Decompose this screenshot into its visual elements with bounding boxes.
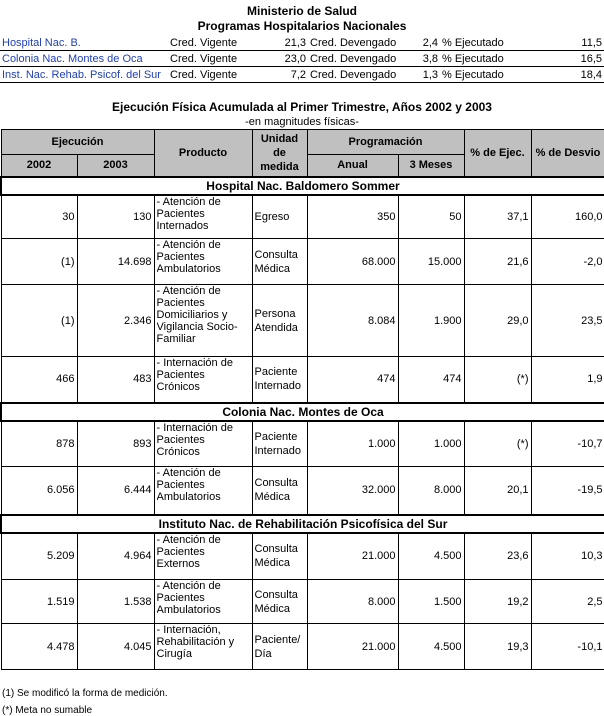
cell-2003: 2.346 [77,285,154,357]
col-anual: Anual [307,155,398,177]
summary-row [0,67,604,83]
cell-producto [154,421,252,467]
cell-2002: 878 [1,421,77,467]
section-title: Colonia Nac. Montes de Oca [1,403,604,421]
cell-2003: 4.045 [77,624,154,670]
cell-anual: 21.000 [307,533,398,580]
col-pct-ejec: % de Ejec. [464,130,531,177]
table-subtitle: -en magnitudes físicas- [245,116,359,128]
cell-anual: 350 [307,195,398,239]
cell-unidad: Persona Atendida [252,285,307,357]
cell-3-meses: 474 [398,357,464,403]
cred-devengado-value: 2,4 [422,36,438,49]
table-row [1,533,604,580]
cell-2003: 4.964 [77,533,154,580]
cell-unidad: Consulta Médica [252,580,307,624]
pct-ejecutado-label: % Ejecutado [442,68,504,81]
cred-devengado-label: Cred. Devengado [310,68,397,81]
col-2002: 2002 [1,155,77,177]
cell-2002: 5.209 [1,533,77,580]
cred-vigente-value: 23,0 [284,52,306,65]
table-row [1,239,604,285]
pct-ejecutado-value: 11,5 [581,36,602,49]
col-programacion: Programación [307,130,464,155]
cell-2002: 1.519 [1,580,77,624]
cred-vigente-value: 7,2 [290,68,306,81]
producto-text: - Internación de Pacientes Crónicos [156,421,233,458]
producto-text: - Internación, Rehabilitación y Cirugía [156,624,235,660]
cred-vigente-value: 21,3 [284,36,306,49]
col-pct-desvio: % de Desvio [531,130,604,177]
cred-vigente-label: Cred. Vigente [170,36,238,49]
ministry-title: Ministerio de Salud [246,4,357,18]
pct-ejecutado-label: % Ejecutado [442,52,504,65]
cell-pct-desvio: 23,5 [531,285,604,357]
program-title: Programas Hospitalarios Nacionales [197,19,407,33]
cell-producto [154,624,252,670]
summary-name: Hospital Nac. B. [2,36,81,49]
execution-table [0,129,604,670]
cell-pct-ejec: 19,2 [464,580,531,624]
section-title: Instituto Nac. de Rehabilitación Psicofísica del Sur [1,515,604,533]
footnote-1: (1) Se modificó la forma de medición. [2,688,168,699]
cell-2003: 483 [77,357,154,403]
cell-pct-desvio: 10,3 [531,533,604,580]
cell-3-meses: 4.500 [398,624,464,670]
cell-producto [154,580,252,624]
cell-3-meses: 1.000 [398,421,464,467]
cell-unidad: Egreso [252,195,307,239]
table-row [1,285,604,357]
producto-text: - Atención de Pacientes Internados [156,195,221,232]
cell-pct-desvio: -10,1 [531,624,604,670]
cell-pct-desvio: 160,0 [531,195,604,239]
cell-pct-ejec: 21,6 [464,239,531,285]
cell-anual: 21.000 [307,624,398,670]
cell-2002: (1) [1,285,77,357]
cell-anual: 68.000 [307,239,398,285]
cred-devengado-label: Cred. Devengado [310,36,397,49]
cell-pct-ejec: 29,0 [464,285,531,357]
summary-name: Colonia Nac. Montes de Oca [2,52,143,65]
producto-text: - Atención de Pacientes Domiciliarios y Vigilancia Socio-Familiar [156,285,238,345]
cell-unidad: Paciente Internado [252,421,307,467]
cell-unidad: Paciente/ Día [252,624,307,670]
cell-2002: 30 [1,195,77,239]
col-unidad: Unidad de medida [252,130,307,177]
cell-pct-ejec: 20,1 [464,467,531,515]
cell-producto [154,533,252,580]
table-row [1,580,604,624]
cell-unidad: Consulta Médica [252,467,307,515]
cell-anual: 1.000 [307,421,398,467]
cell-2003: 14.698 [77,239,154,285]
producto-text: - Atención de Pacientes Ambulatorios [156,580,221,616]
footnote-2: (*) Meta no sumable [2,705,93,716]
pct-ejecutado-label: % Ejecutado [442,36,504,49]
cell-unidad: Consulta Médica [252,533,307,580]
summary-name: Inst. Nac. Rehab. Psicof. del Sur [2,68,161,81]
summary-row [0,35,604,51]
cell-2002: (1) [1,239,77,285]
cell-pct-desvio: -2,0 [531,239,604,285]
cell-pct-desvio: -19,5 [531,467,604,515]
section-title: Hospital Nac. Baldomero Sommer [1,177,604,195]
col-producto: Producto [154,130,252,177]
cell-pct-desvio: 1,9 [531,357,604,403]
cell-anual: 474 [307,357,398,403]
cell-3-meses: 50 [398,195,464,239]
cell-2003: 6.444 [77,467,154,515]
col-2003: 2003 [77,155,154,177]
cred-devengado-value: 3,8 [422,52,438,65]
producto-text: - Internación de Pacientes Crónicos [156,357,233,393]
cell-2003: 893 [77,421,154,467]
cell-producto [154,467,252,515]
cell-anual: 32.000 [307,467,398,515]
cell-3-meses: 1.900 [398,285,464,357]
table-row [1,357,604,403]
cell-3-meses: 15.000 [398,239,464,285]
cell-3-meses: 8.000 [398,467,464,515]
cell-2003: 130 [77,195,154,239]
producto-text: - Atención de Pacientes Externos [156,533,221,570]
cell-pct-ejec: (*) [464,421,531,467]
cell-anual: 8.084 [307,285,398,357]
cell-pct-desvio: 2,5 [531,580,604,624]
cell-pct-ejec: 37,1 [464,195,531,239]
pct-ejecutado-value: 16,5 [580,52,602,65]
table-title: Ejecución Física Acumulada al Primer Trimestre, Años 2002 y 2003 [112,100,492,114]
cell-pct-ejec: (*) [464,357,531,403]
table-row [1,195,604,239]
cred-vigente-label: Cred. Vigente [170,52,238,65]
cell-producto [154,195,252,239]
cell-unidad: Consulta Médica [252,239,307,285]
pct-ejecutado-value: 18,4 [580,68,602,81]
summary-row [0,51,604,67]
cell-pct-ejec: 23,6 [464,533,531,580]
cell-2002: 466 [1,357,77,403]
table-row [1,421,604,467]
summary-table [0,35,604,83]
table-row [1,624,604,670]
cell-anual: 8.000 [307,580,398,624]
cell-pct-desvio: -10,7 [531,421,604,467]
cell-producto [154,285,252,357]
cell-producto [154,239,252,285]
cell-pct-ejec: 19,3 [464,624,531,670]
col-3-meses: 3 Meses [398,155,464,177]
producto-text: - Atención de Pacientes Ambulatorios [156,239,221,275]
cell-3-meses: 1.500 [398,580,464,624]
cell-2003: 1.538 [77,580,154,624]
col-ejecucion: Ejecución [1,130,154,155]
table-row [1,467,604,515]
cell-2002: 6.056 [1,467,77,515]
cred-devengado-value: 1,3 [422,68,438,81]
cred-devengado-label: Cred. Devengado [310,52,397,65]
cred-vigente-label: Cred. Vigente [170,68,238,81]
cell-3-meses: 4.500 [398,533,464,580]
cell-producto [154,357,252,403]
producto-text: - Atención de Pacientes Ambulatorios [156,467,221,503]
cell-unidad: Paciente Internado [252,357,307,403]
cell-2002: 4.478 [1,624,77,670]
